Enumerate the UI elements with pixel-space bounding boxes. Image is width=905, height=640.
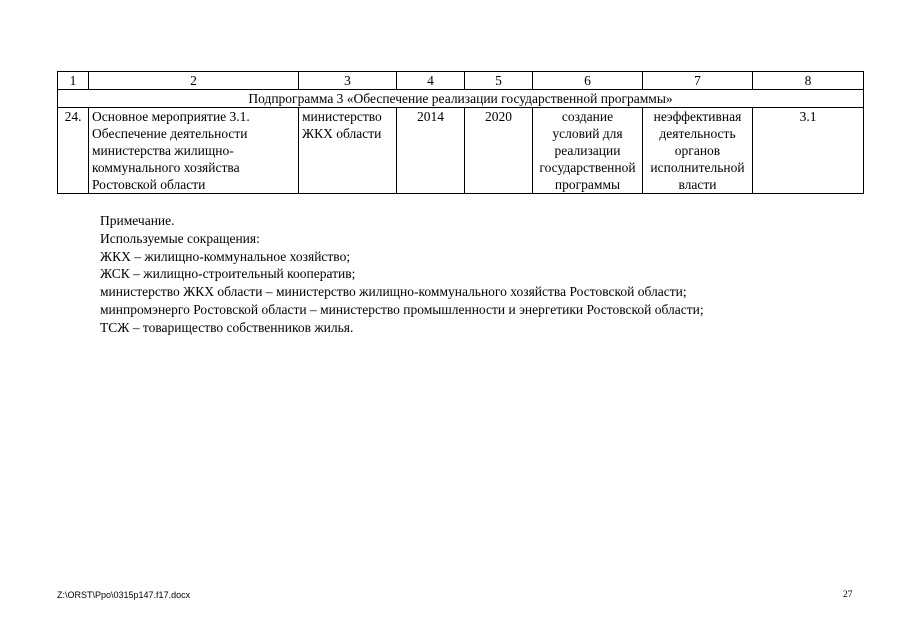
result-line: условий для xyxy=(552,126,623,141)
measure-name-line: коммунального хозяйства xyxy=(92,160,240,175)
header-cell: 3 xyxy=(299,72,397,90)
table-header-row xyxy=(58,72,864,90)
abbreviation-item: министерство ЖКХ области – министерство жилищно-коммунального хозяйства Ростовской области; xyxy=(100,284,687,300)
table-row xyxy=(58,108,864,194)
abbreviation-item: ЖСК – жилищно-строительный кооператив; xyxy=(100,266,356,282)
abbreviation-item: минпромэнерго Ростовской области – министерство промышленности и энергетики Ростовской области; xyxy=(100,301,704,317)
notes-block xyxy=(100,212,860,337)
subprogram-row xyxy=(58,90,864,108)
notes-intro: Используемые сокращения: xyxy=(100,230,260,246)
measures-table xyxy=(57,71,864,194)
header-cell: 5 xyxy=(465,72,533,90)
consequence-line: органов xyxy=(674,143,721,158)
header-cell: 6 xyxy=(533,72,643,90)
measure-name-line: Основное мероприятие 3.1. xyxy=(92,109,250,124)
header-cell: 4 xyxy=(397,72,465,90)
header-cell: 1 xyxy=(58,72,89,90)
result-line: государственной xyxy=(539,160,636,175)
header-cell: 8 xyxy=(753,72,864,90)
header-cell: 2 xyxy=(89,72,299,90)
executor-line: ЖКХ области xyxy=(302,126,382,141)
consequence-line: власти xyxy=(678,177,717,192)
header-cell: 7 xyxy=(643,72,753,90)
result-line: создание xyxy=(561,109,614,124)
result-line: программы xyxy=(554,177,621,192)
executor-cell xyxy=(299,108,397,194)
measure-name-line: министерства жилищно- xyxy=(92,143,234,158)
abbreviation-item: ЖКХ – жилищно-коммунальное хозяйство; xyxy=(100,248,351,264)
notes-title: Примечание. xyxy=(100,213,175,228)
abbreviation-item: ТСЖ – товарищество собственников жилья. xyxy=(100,319,354,335)
end-year: 2020 xyxy=(465,108,533,194)
subprogram-title: Подпрограмма 3 «Обеспечение реализации государственной программы» xyxy=(58,90,864,108)
footer-file-path: Z:\ORST\Ppo\0315p147.f17.docx xyxy=(57,590,191,600)
measure-name-cell xyxy=(89,108,299,194)
start-year: 2014 xyxy=(397,108,465,194)
result-cell xyxy=(533,108,643,194)
executor-line: министерство xyxy=(302,109,382,124)
consequence-line: неэффективная xyxy=(653,109,742,124)
measure-name-line: Обеспечение деятельности xyxy=(92,126,248,141)
consequence-cell xyxy=(643,108,753,194)
measure-name-line: Ростовской области xyxy=(92,177,206,192)
consequence-line: деятельность xyxy=(659,126,736,141)
page-number: 27 xyxy=(843,590,853,600)
row-number: 24. xyxy=(58,108,89,194)
link-cell: 3.1 xyxy=(753,108,864,194)
result-line: реализации xyxy=(554,143,621,158)
consequence-line: исполнительной xyxy=(650,160,745,175)
